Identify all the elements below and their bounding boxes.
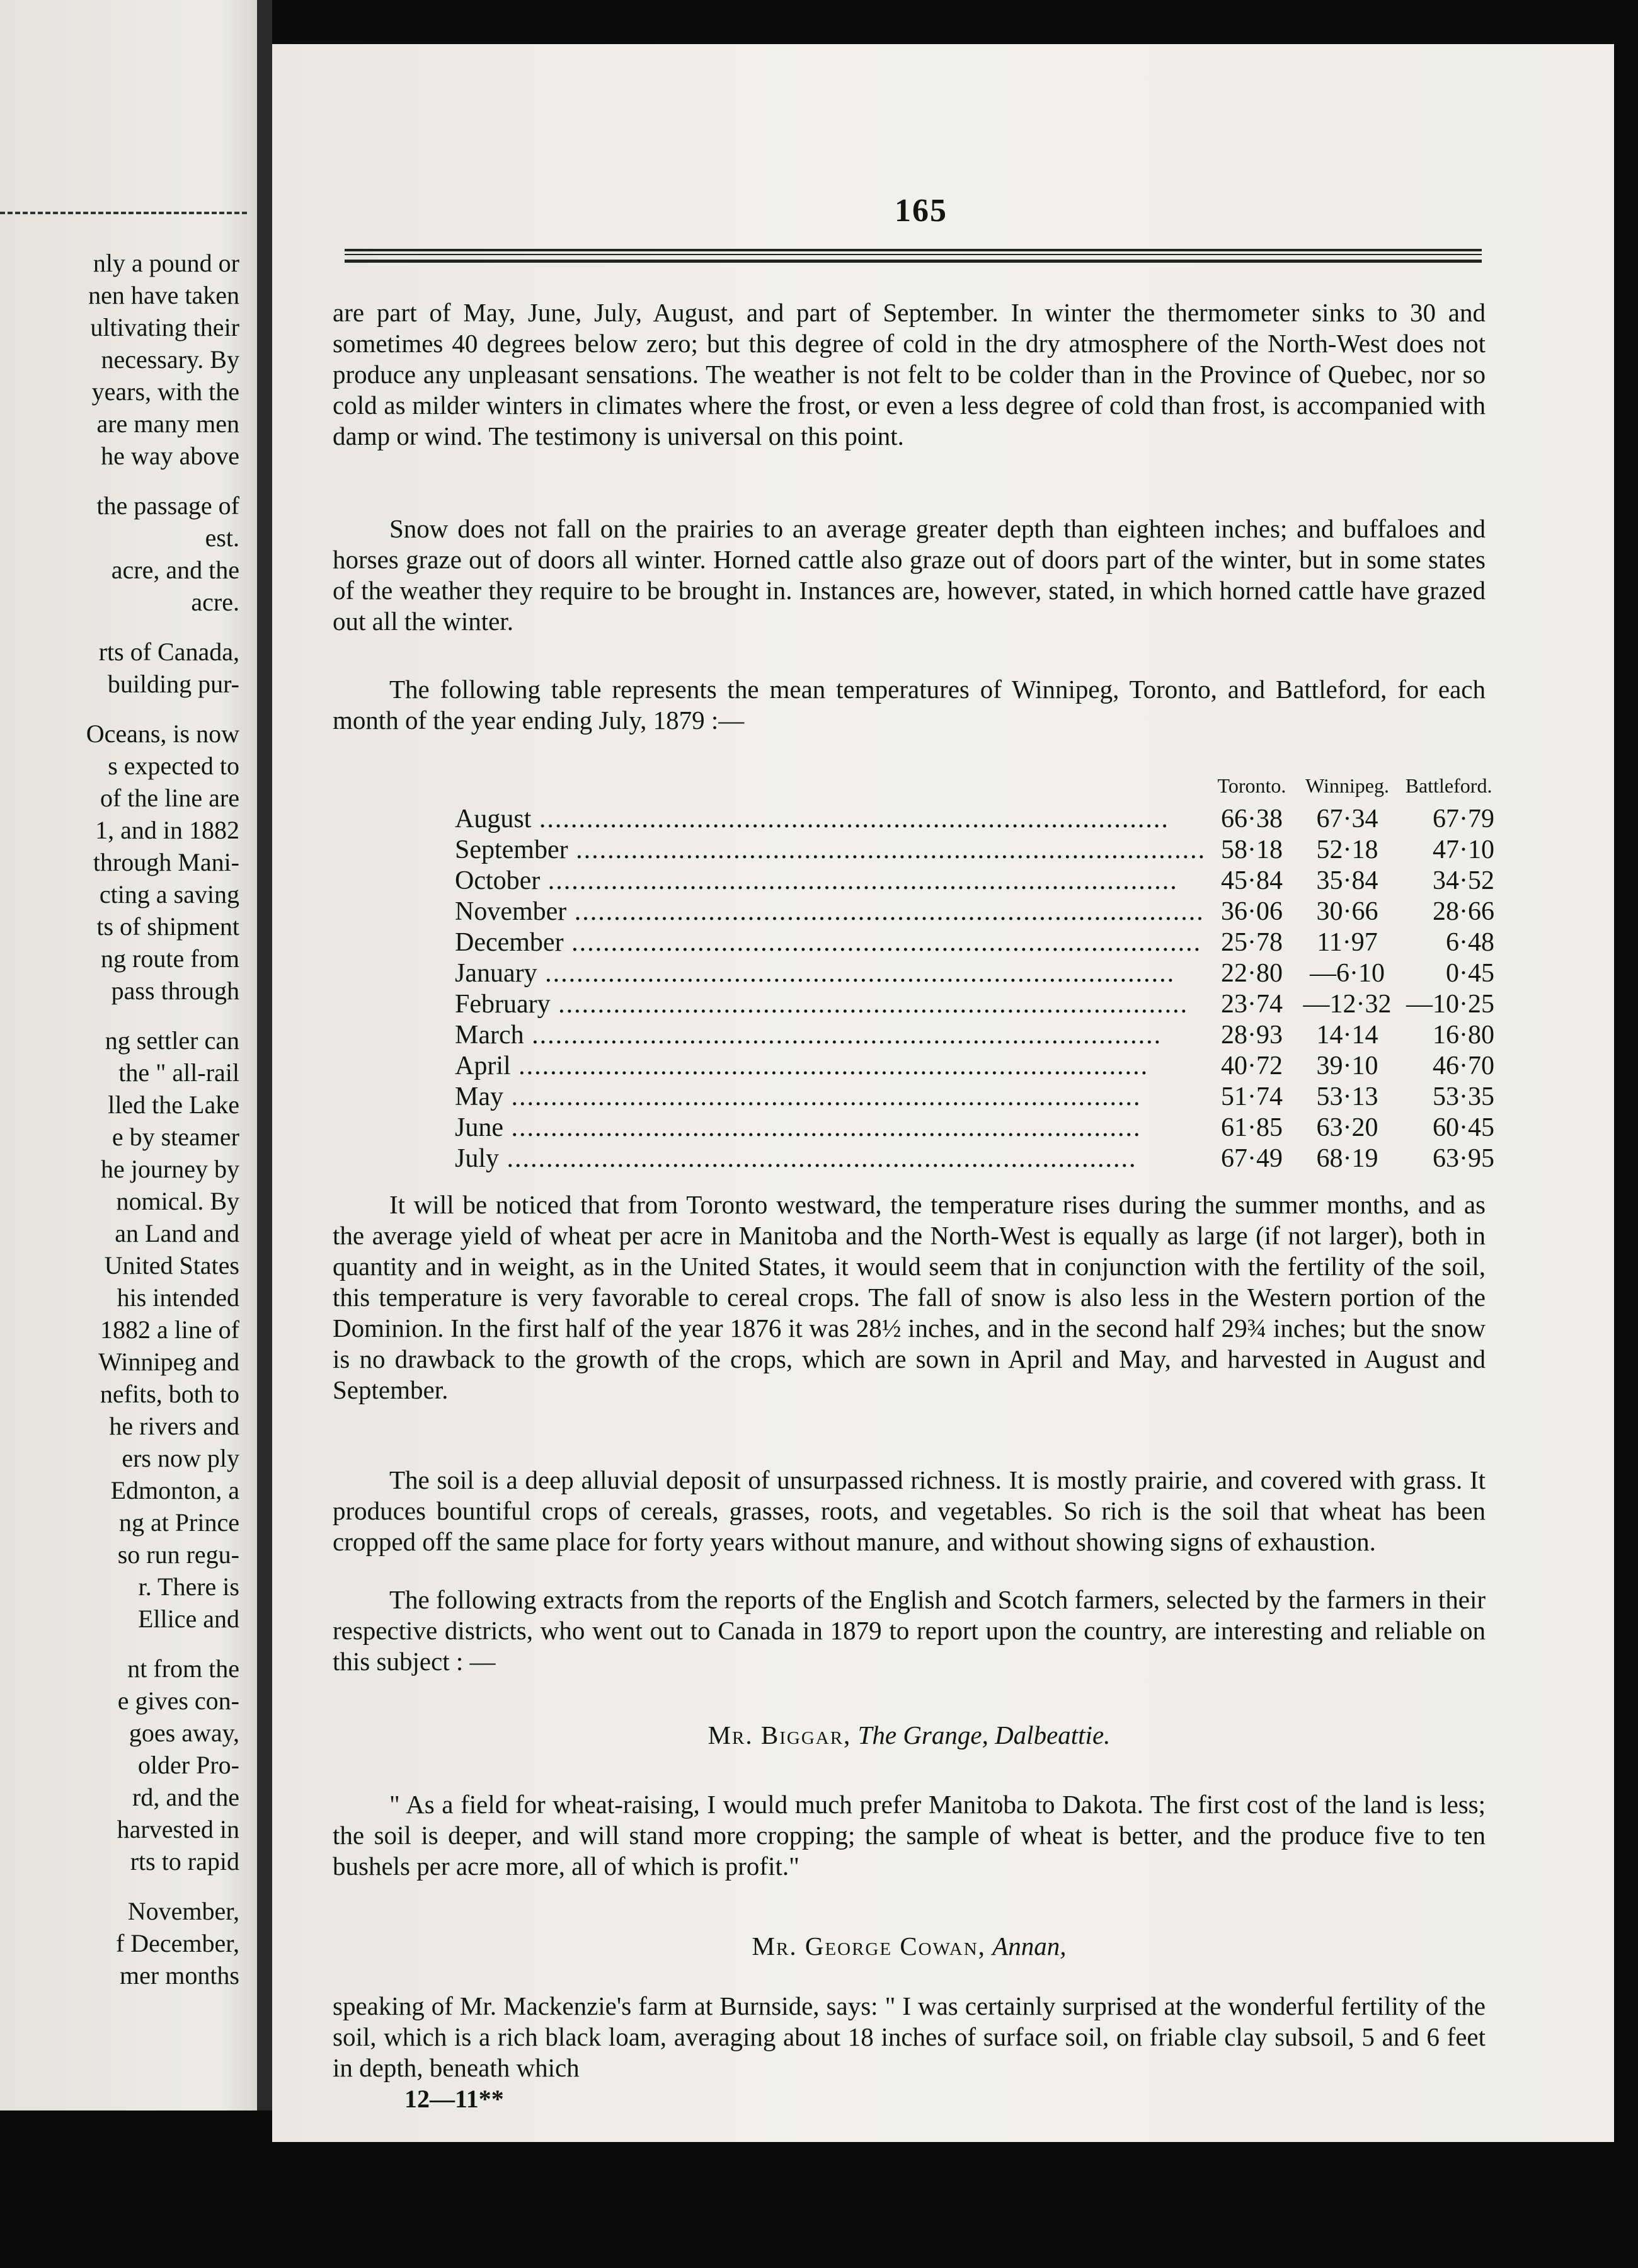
table-body [455, 804, 1501, 1174]
month-cell [455, 1082, 1206, 1113]
battleford-value: 46·70 [1433, 1051, 1494, 1080]
winnipeg-value: 68·19 [1316, 1144, 1378, 1173]
left-page-line: rts to rapid [130, 1847, 239, 1876]
left-page-line: harvested in [117, 1815, 239, 1843]
month-label: May [455, 1082, 503, 1111]
month-label: December [455, 928, 564, 957]
leader-dots: ................................................................................ [510, 1051, 1149, 1080]
left-page-line: ultivating their [90, 313, 239, 341]
left-page-line: est. [205, 524, 239, 552]
month-cell [455, 866, 1206, 896]
winnipeg-value: 63·20 [1316, 1113, 1378, 1142]
toronto-value: 51·74 [1220, 1082, 1283, 1111]
toronto-value: 67·49 [1220, 1144, 1283, 1173]
page-number: 165 [895, 193, 948, 229]
table-row [455, 896, 1501, 927]
leader-dots: ................................................................................ [524, 1021, 1162, 1050]
left-page-line: through Mani- [93, 848, 239, 876]
left-page-line: the " all-rail [118, 1058, 239, 1087]
month-cell [455, 804, 1206, 835]
header-blank [455, 767, 1206, 804]
left-page-line: United States [104, 1251, 239, 1280]
left-page-line: acre, and the [111, 556, 239, 584]
winnipeg-value: 11·97 [1317, 928, 1378, 957]
month-cell [455, 1113, 1206, 1143]
winnipeg-value: —12·32 [1303, 990, 1392, 1019]
leader-dots: ................................................................................ [550, 990, 1189, 1019]
left-page-line: he rivers and [109, 1412, 239, 1440]
left-page-line [86, 1007, 239, 1024]
winnipeg-value: —6·10 [1310, 959, 1385, 988]
heading-place: Annan, [992, 1932, 1067, 1961]
left-page-line: s expected to [108, 752, 239, 780]
left-facing-page [0, 0, 257, 2110]
paragraph-climate: are part of May, June, July, August, and part of September. In winter the thermometer sinks to 30 and sometimes 40 degrees below zero; but this degree of cold in the dry atmosphere of the North-West does not produce any unpleasant sensations. The weather is not felt to be colder than in the Province of Quebec, nor so cold as milder winters in climates where the frost, or even a less degree of cold than frost, is accompanied with damp or wind. The testimony is universal on this point. [333, 298, 1486, 450]
left-page-line: pass through [111, 976, 239, 1005]
left-page-line: an Land and [115, 1219, 239, 1247]
table-row [455, 1051, 1501, 1082]
battleford-value: 63·95 [1433, 1144, 1494, 1173]
month-label: March [455, 1021, 524, 1050]
left-page-line: cting a saving [99, 880, 239, 908]
month-cell [455, 1051, 1206, 1082]
left-page-line [86, 700, 239, 718]
left-page-line: goes away, [129, 1719, 239, 1747]
paragraph-extracts-intro: The following extracts from the reports of the English and Scotch farmers, selected by the farmers in their respective districts, who went out to Canada in 1879 to report upon the country, are interesting and reliable on this subject : — [333, 1585, 1486, 1676]
left-page-line: 1882 a line of [100, 1315, 239, 1344]
month-cell [455, 989, 1206, 1020]
month-label: August [455, 805, 532, 833]
month-label: February [455, 990, 551, 1019]
winnipeg-value: 53·13 [1316, 1082, 1378, 1111]
toronto-value: 36·06 [1220, 897, 1283, 926]
toronto-value: 58·18 [1220, 835, 1283, 864]
battleford-value: 60·45 [1433, 1113, 1494, 1142]
left-page-line: he way above [101, 442, 239, 470]
winnipeg-value: 14·14 [1316, 1021, 1378, 1050]
leader-dots: ................................................................................ [503, 1113, 1142, 1142]
left-page-line: ng settler can [105, 1026, 239, 1055]
table-row [455, 835, 1501, 866]
left-page-line: he journey by [101, 1155, 239, 1183]
toronto-value: 45·84 [1220, 866, 1283, 895]
toronto-value: 28·93 [1220, 1021, 1283, 1050]
left-page-line: r. There is [138, 1572, 239, 1601]
left-page-line: are many men [96, 410, 239, 438]
left-page-line: e by steamer [112, 1123, 239, 1151]
header-battleford: Battleford. [1405, 774, 1492, 797]
month-label: July [455, 1144, 500, 1173]
toronto-value: 40·72 [1220, 1051, 1283, 1080]
left-page-line [86, 1635, 239, 1652]
left-page-line: Winnipeg and [98, 1348, 239, 1376]
leader-dots: ................................................................................ [540, 866, 1178, 895]
toronto-value: 22·80 [1220, 959, 1283, 988]
header-rule [345, 260, 1482, 263]
book-gutter [257, 0, 272, 2110]
battleford-value: 28·66 [1433, 897, 1494, 926]
left-page-line: building pur- [107, 670, 239, 698]
left-page-line: November, [127, 1897, 239, 1925]
month-cell [455, 896, 1206, 927]
table-row [455, 804, 1501, 835]
table-row [455, 927, 1501, 958]
left-page-line: of the line are [100, 784, 239, 812]
winnipeg-value: 67·34 [1316, 805, 1378, 833]
leader-dots: ................................................................................ [537, 959, 1176, 988]
left-page-line: e gives con- [117, 1687, 239, 1715]
left-page-line [86, 618, 239, 636]
left-page-line: mer months [120, 1961, 239, 1990]
left-page-line: ng at Prince [118, 1508, 239, 1537]
month-cell [455, 1020, 1206, 1051]
paragraph-cowan-quote: speaking of Mr. Mackenzie's farm at Burnside, says: " I was certainly surprised at the wonderful fertility of the soil, which is a rich black loam, averaging about 18 inches of surface soil, on friable clay subsoil, 5 and 6 feet in depth, beneath which [333, 1991, 1486, 2082]
left-page-line: rd, and the [132, 1783, 239, 1811]
month-cell [455, 958, 1206, 989]
winnipeg-value: 30·66 [1316, 897, 1378, 926]
left-page-line: nly a pound or [93, 249, 239, 277]
heading-biggar [333, 1720, 1486, 1750]
left-page-line: Oceans, is now [86, 719, 239, 748]
left-page-rule [0, 212, 247, 214]
month-label: January [455, 959, 537, 988]
left-page-line [86, 1877, 239, 1895]
leader-dots: ................................................................................ [503, 1082, 1142, 1111]
paragraph-soil: The soil is a deep alluvial deposit of unsurpassed richness. It is mostly prairie, and covered with grass. It produces bountiful crops of cereals, grasses, roots, and vegetables. So rich is the soil that wheat has been cropped off the same place for forty years without manure, and without showing signs of exhaustion. [333, 1465, 1486, 1556]
left-page-line: the passage of [96, 491, 239, 520]
battleford-value: 34·52 [1433, 866, 1494, 895]
table-row [455, 1113, 1501, 1143]
signature-mark: 12—11** [404, 2085, 504, 2113]
table-row [455, 1020, 1501, 1051]
heading-name: Mr. Biggar, [707, 1721, 852, 1750]
month-label: June [455, 1113, 503, 1142]
header-toronto: Toronto. [1217, 774, 1286, 797]
heading-name: Mr. George Cowan, [752, 1932, 986, 1961]
toronto-value: 61·85 [1220, 1113, 1283, 1142]
month-cell [455, 835, 1206, 866]
leader-dots: ................................................................................ [531, 805, 1169, 833]
table-row [455, 958, 1501, 989]
winnipeg-value: 35·84 [1316, 866, 1378, 895]
month-label: September [455, 835, 568, 864]
leader-dots: ................................................................................ [566, 897, 1205, 926]
toronto-value: 66·38 [1220, 805, 1283, 833]
left-page-line: his intended [117, 1283, 239, 1312]
table-row [455, 989, 1501, 1020]
left-page-line: ers now ply [122, 1444, 239, 1472]
left-page-line: nomical. By [116, 1187, 239, 1215]
left-page-line: years, with the [91, 377, 239, 406]
toronto-value: 23·74 [1220, 990, 1283, 1019]
left-page-line: ts of shipment [96, 912, 239, 941]
heading-cowan [333, 1931, 1486, 1961]
left-page-line: f December, [115, 1929, 239, 1957]
left-page-line: ng route from [101, 944, 239, 973]
header-rule [345, 249, 1482, 251]
left-page-text [86, 247, 239, 1991]
header-rule [345, 254, 1482, 255]
battleford-value: —10·25 [1406, 990, 1494, 1019]
month-cell [455, 1143, 1206, 1174]
main-page [272, 44, 1614, 2142]
left-page-line: necessary. By [101, 345, 239, 374]
month-label: April [455, 1051, 511, 1080]
battleford-value: 6·48 [1446, 928, 1494, 957]
left-page-line: rts of Canada, [98, 638, 239, 666]
left-page-line: acre. [191, 588, 239, 616]
left-page-line: nt from the [127, 1654, 239, 1683]
month-label: October [455, 866, 541, 895]
left-page-line: Ellice and [137, 1605, 239, 1633]
table-header-row [455, 767, 1501, 804]
left-page-line: nen have taken [88, 281, 239, 309]
month-label: November [455, 897, 567, 926]
toronto-value: 25·78 [1220, 928, 1283, 957]
left-page-line: so run regu- [117, 1540, 239, 1569]
paragraph-biggar-quote: " As a field for wheat-raising, I would much prefer Manitoba to Dakota. The first cost of the land is less; the soil is deeper, and will stand more cropping; the sample of wheat is better, and the produce five to ten bushels per acre more, all of which is profit." [333, 1790, 1486, 1881]
left-page-line: 1, and in 1882 [95, 816, 239, 844]
leader-dots: ................................................................................ [499, 1144, 1137, 1173]
leader-dots: ................................................................................ [563, 928, 1202, 957]
table-row [455, 1143, 1501, 1174]
header-winnipeg: Winnipeg. [1305, 774, 1389, 797]
month-cell [455, 927, 1206, 958]
left-page-line: Edmonton, a [110, 1476, 239, 1504]
left-page-line: older Pro- [137, 1751, 239, 1779]
battleford-value: 53·35 [1433, 1082, 1494, 1111]
left-page-line [86, 472, 239, 490]
left-page-line: nefits, both to [100, 1380, 239, 1408]
paragraph-temperature-notice: It will be noticed that from Toronto westward, the temperature rises during the summer months, and as the average yield of wheat per acre in Manitoba and the North-West is equally as large (if not larger), both in quantity and in weight, as in the United States, it would seem that in conjunction with the fertility of the soil, this temperature is very favorable to cereal crops. The fall of snow is also less in the Western portion of the Dominion. In the first half of the year 1876 it was 28½ inches, and in the second half 29¾ inches; but the snow is no drawback to the growth of the crops, which are sown in April and May, and harvested in August and September. [333, 1190, 1486, 1404]
table-row [455, 866, 1501, 896]
left-page-line: lled the Lake [108, 1091, 239, 1119]
battleford-value: 47·10 [1433, 835, 1494, 864]
battleford-value: 16·80 [1433, 1021, 1494, 1050]
paragraph-table-intro: The following table represents the mean temperatures of Winnipeg, Toronto, and Battleford, for each month of the year ending July, 1879 :— [333, 675, 1486, 735]
battleford-value: 67·79 [1433, 805, 1494, 833]
temperature-table [455, 767, 1501, 1174]
battleford-value: 0·45 [1446, 959, 1494, 988]
winnipeg-value: 52·18 [1316, 835, 1378, 864]
table-row [455, 1082, 1501, 1113]
winnipeg-value: 39·10 [1316, 1051, 1378, 1080]
heading-place: The Grange, Dalbeattie. [857, 1721, 1111, 1750]
leader-dots: ................................................................................ [568, 835, 1206, 864]
paragraph-snow: Snow does not fall on the prairies to an average greater depth than eighteen inches; and buffaloes and horses graze out of doors all winter. Horned cattle also graze out of doors part of the winter, but in some states of the weather they require to be brought in. Instances are, however, stated, in which horned cattle have grazed out all the winter. [333, 514, 1486, 636]
